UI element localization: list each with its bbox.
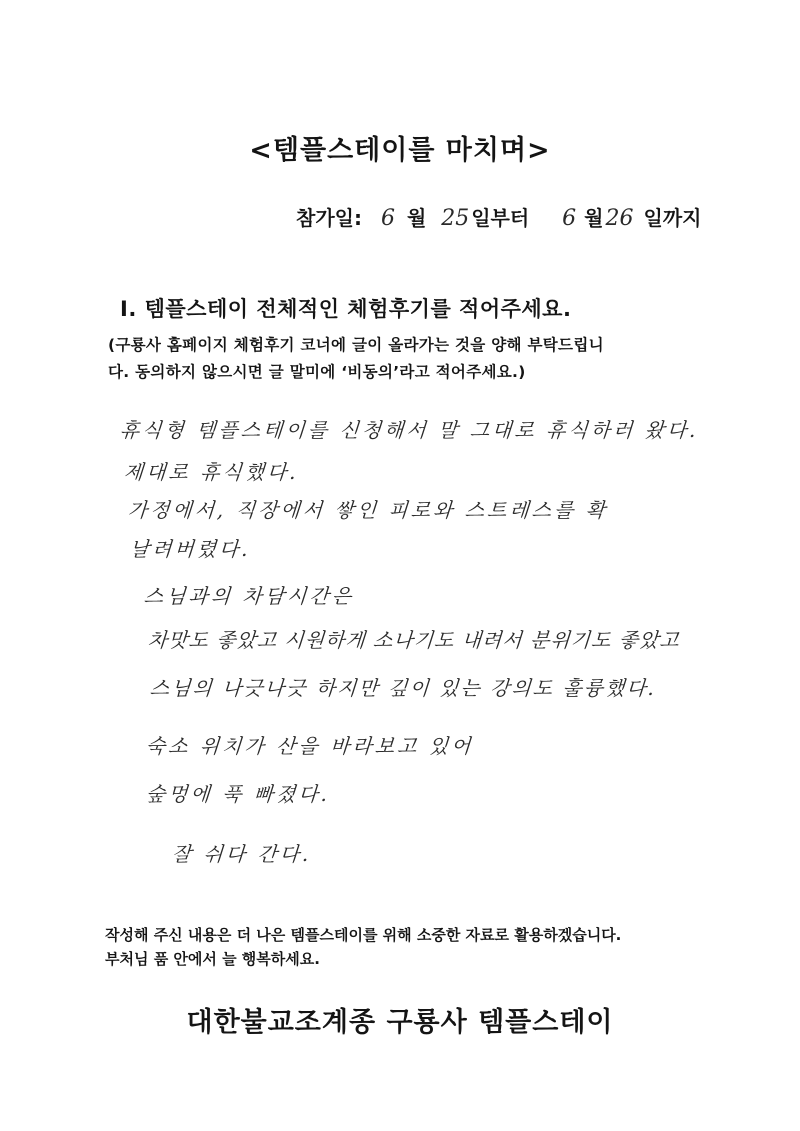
question-heading: I. 템플스테이 전체적인 체험후기를 적어주세요.: [120, 297, 572, 321]
month-unit-2: 월: [584, 206, 604, 230]
participation-date-row: [296, 202, 701, 231]
participation-label: 참가일:: [296, 206, 362, 230]
footer-organization: 대한불교조계종 구룡사 템플스테이: [186, 1007, 614, 1038]
until-text: 일까지: [643, 206, 702, 230]
answer-line: 숙소 위치가 산을 바라보고 있어: [145, 734, 475, 758]
answer-line: 제대로 휴식했다.: [123, 460, 300, 484]
question-note-line-1: (구룡사 홈페이지 체험후기 코너에 글이 올라가는 것을 양해 부탁드립니: [108, 336, 604, 354]
question-note-line-2: 다. 동의하지 않으시면 글 말미에 ‘비동의’라고 적어주세요.): [108, 363, 526, 381]
answer-line: 차맛도 좋았고 시원하게 소나기도 내려서 분위기도 좋았고: [147, 628, 681, 652]
closing-line-1: 작성해 주신 내용은 더 나은 템플스테이를 위해 소중한 자료로 활용하겠습니다.: [105, 926, 622, 944]
start-month-handwritten: 6: [380, 206, 395, 231]
end-day-handwritten: 26: [605, 206, 634, 231]
answer-line: 스님과의 차담시간은: [143, 584, 355, 608]
closing-line-2: 부처님 품 안에서 늘 행복하세요.: [105, 950, 320, 968]
month-unit-1: 월: [406, 206, 427, 230]
start-day-handwritten: 25: [441, 206, 470, 231]
answer-line: 휴식형 템플스테이를 신청해서 말 그대로 휴식하러 왔다.: [119, 418, 700, 442]
end-month-handwritten: 6: [562, 206, 577, 231]
answer-line: 숲멍에 푹 빠졌다.: [145, 782, 332, 806]
answer-line: 가정에서, 직장에서 쌓인 피로와 스트레스를 확: [127, 498, 609, 522]
answer-line: 날려버렸다.: [129, 537, 252, 561]
page-title: <템플스테이를 마치며>: [249, 135, 551, 166]
answer-line: 스님의 나긋나긋 하지만 깊이 있는 강의도 훌륭했다.: [149, 676, 657, 700]
answer-line: 잘 쉬다 간다.: [171, 842, 313, 866]
from-text: 일부터: [471, 206, 530, 230]
